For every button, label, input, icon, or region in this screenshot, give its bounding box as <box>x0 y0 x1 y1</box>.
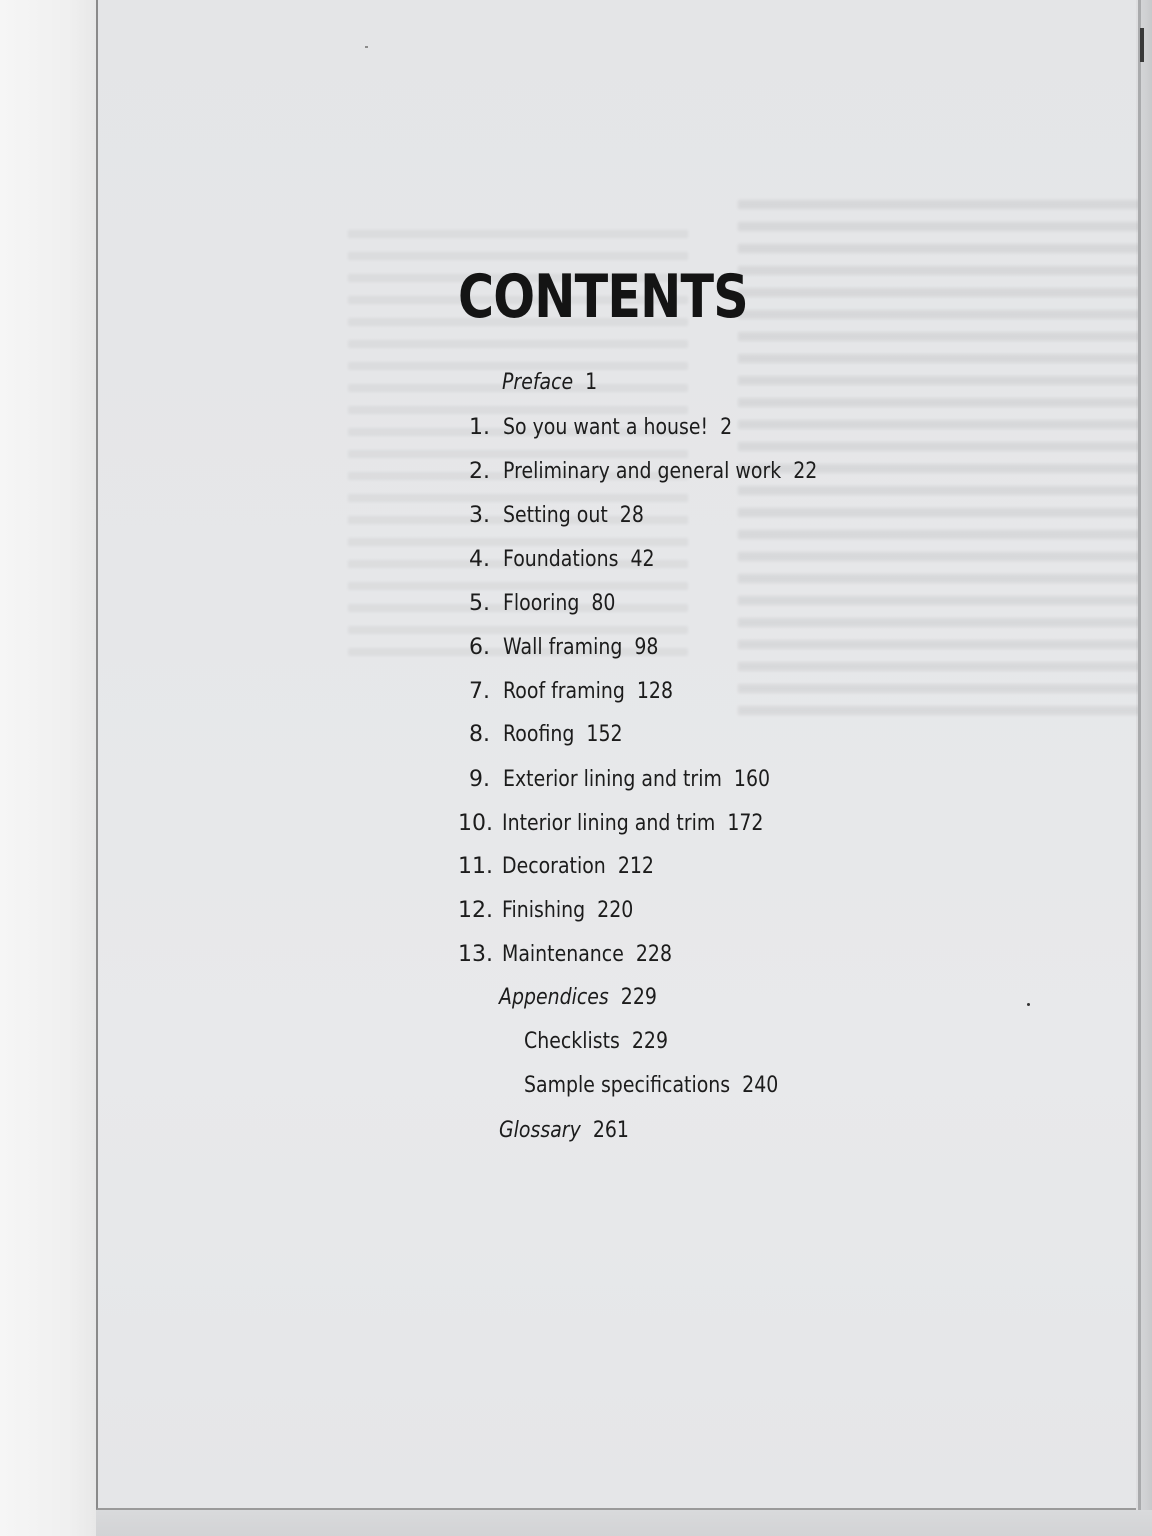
toc-entry-page: 220 <box>597 898 634 923</box>
toc-entry-chapter-8[interactable] <box>469 717 642 753</box>
toc-entry-chapter-13[interactable] <box>458 937 700 973</box>
toc-entry-label: Interior lining and trim <box>502 811 716 836</box>
toc-entry-page: 42 <box>630 547 655 572</box>
toc-entry-label: Decoration <box>502 854 606 879</box>
toc-entry-chapter-5[interactable] <box>469 586 634 622</box>
toc-entry-number: 12. <box>458 898 493 923</box>
toc-entry-glossary[interactable] <box>499 1113 650 1149</box>
toc-entry-page: 172 <box>727 811 764 836</box>
toc-entry-page: 1 <box>585 370 598 395</box>
toc-entry-label: Wall framing <box>503 635 623 660</box>
toc-entry-chapter-1[interactable] <box>469 410 770 446</box>
toc-entry-page: 152 <box>586 722 623 747</box>
toc-entry-chapter-7[interactable] <box>469 674 701 710</box>
toc-entry-label: Flooring <box>503 591 580 616</box>
toc-entry-label: Roof framing <box>503 679 625 704</box>
toc-entry-page: 240 <box>742 1073 779 1098</box>
toc-entry-number: 9. <box>469 767 490 792</box>
toc-entry-page: 98 <box>634 635 659 660</box>
toc-entry-label: Exterior lining and trim <box>503 767 722 792</box>
toc-entry-label: Checklists <box>524 1029 620 1054</box>
toc-entry-page: 261 <box>592 1118 629 1143</box>
toc-entry-appendices[interactable] <box>499 980 683 1016</box>
toc-entry-label: Appendices <box>499 985 609 1010</box>
toc-entry-number: 3. <box>469 503 490 528</box>
toc-entry-number: 1. <box>469 415 490 440</box>
toc-entry-chapter-3[interactable] <box>469 498 667 534</box>
toc-entry-chapter-6[interactable] <box>469 630 684 666</box>
toc-entry-page: 22 <box>793 459 818 484</box>
toc-entry-number: 5. <box>469 591 490 616</box>
toc-entry-page: 28 <box>619 503 644 528</box>
toc-entry-chapter-9[interactable] <box>469 762 814 798</box>
toc-entry-page: 229 <box>620 985 657 1010</box>
toc-entry-label: Sample specifications <box>524 1073 731 1098</box>
toc-entry-page: 160 <box>733 767 771 792</box>
toc-entry-preface[interactable] <box>502 365 613 401</box>
toc-entry-page: 229 <box>631 1029 669 1054</box>
toc-entry-label: Maintenance <box>502 942 624 967</box>
toc-entry-chapter-4[interactable] <box>469 542 679 578</box>
toc-entry-checklists[interactable] <box>524 1024 691 1060</box>
toc-entry-page: 212 <box>617 854 654 879</box>
toc-entry-chapter-11[interactable] <box>458 849 679 885</box>
toc-entry-number: 2. <box>469 459 490 484</box>
toc-entry-label: So you want a house! <box>503 415 709 440</box>
toc-entry-label: Preliminary and general work <box>503 459 782 484</box>
toc-entry-number: 7. <box>469 679 490 704</box>
toc-entry-number: 8. <box>469 722 490 747</box>
toc-entry-label: Roofing <box>503 722 575 747</box>
toc-entry-label: Foundations <box>503 547 619 572</box>
toc-entry-chapter-2[interactable] <box>469 454 868 490</box>
toc-entry-number: 11. <box>458 854 493 879</box>
toc-entry-number: 10. <box>458 811 493 836</box>
contents-heading: CONTENTS <box>458 262 748 332</box>
toc-entry-label: Setting out <box>503 503 608 528</box>
toc-entry-page: 228 <box>635 942 673 967</box>
toc-entry-page: 128 <box>636 679 674 704</box>
toc-entry-label: Glossary <box>499 1118 581 1143</box>
toc-entry-label: Preface <box>502 370 574 395</box>
toc-entry-chapter-12[interactable] <box>458 893 655 929</box>
toc-entry-label: Finishing <box>502 898 586 923</box>
toc-entry-sample-specifications[interactable] <box>524 1068 820 1104</box>
toc-entry-number: 13. <box>458 942 493 967</box>
toc-entry-number: 6. <box>469 635 490 660</box>
toc-entry-number: 4. <box>469 547 490 572</box>
toc-entry-chapter-10[interactable] <box>458 806 806 842</box>
toc-entry-page: 2 <box>720 415 733 440</box>
toc-entry-page: 80 <box>591 591 616 616</box>
